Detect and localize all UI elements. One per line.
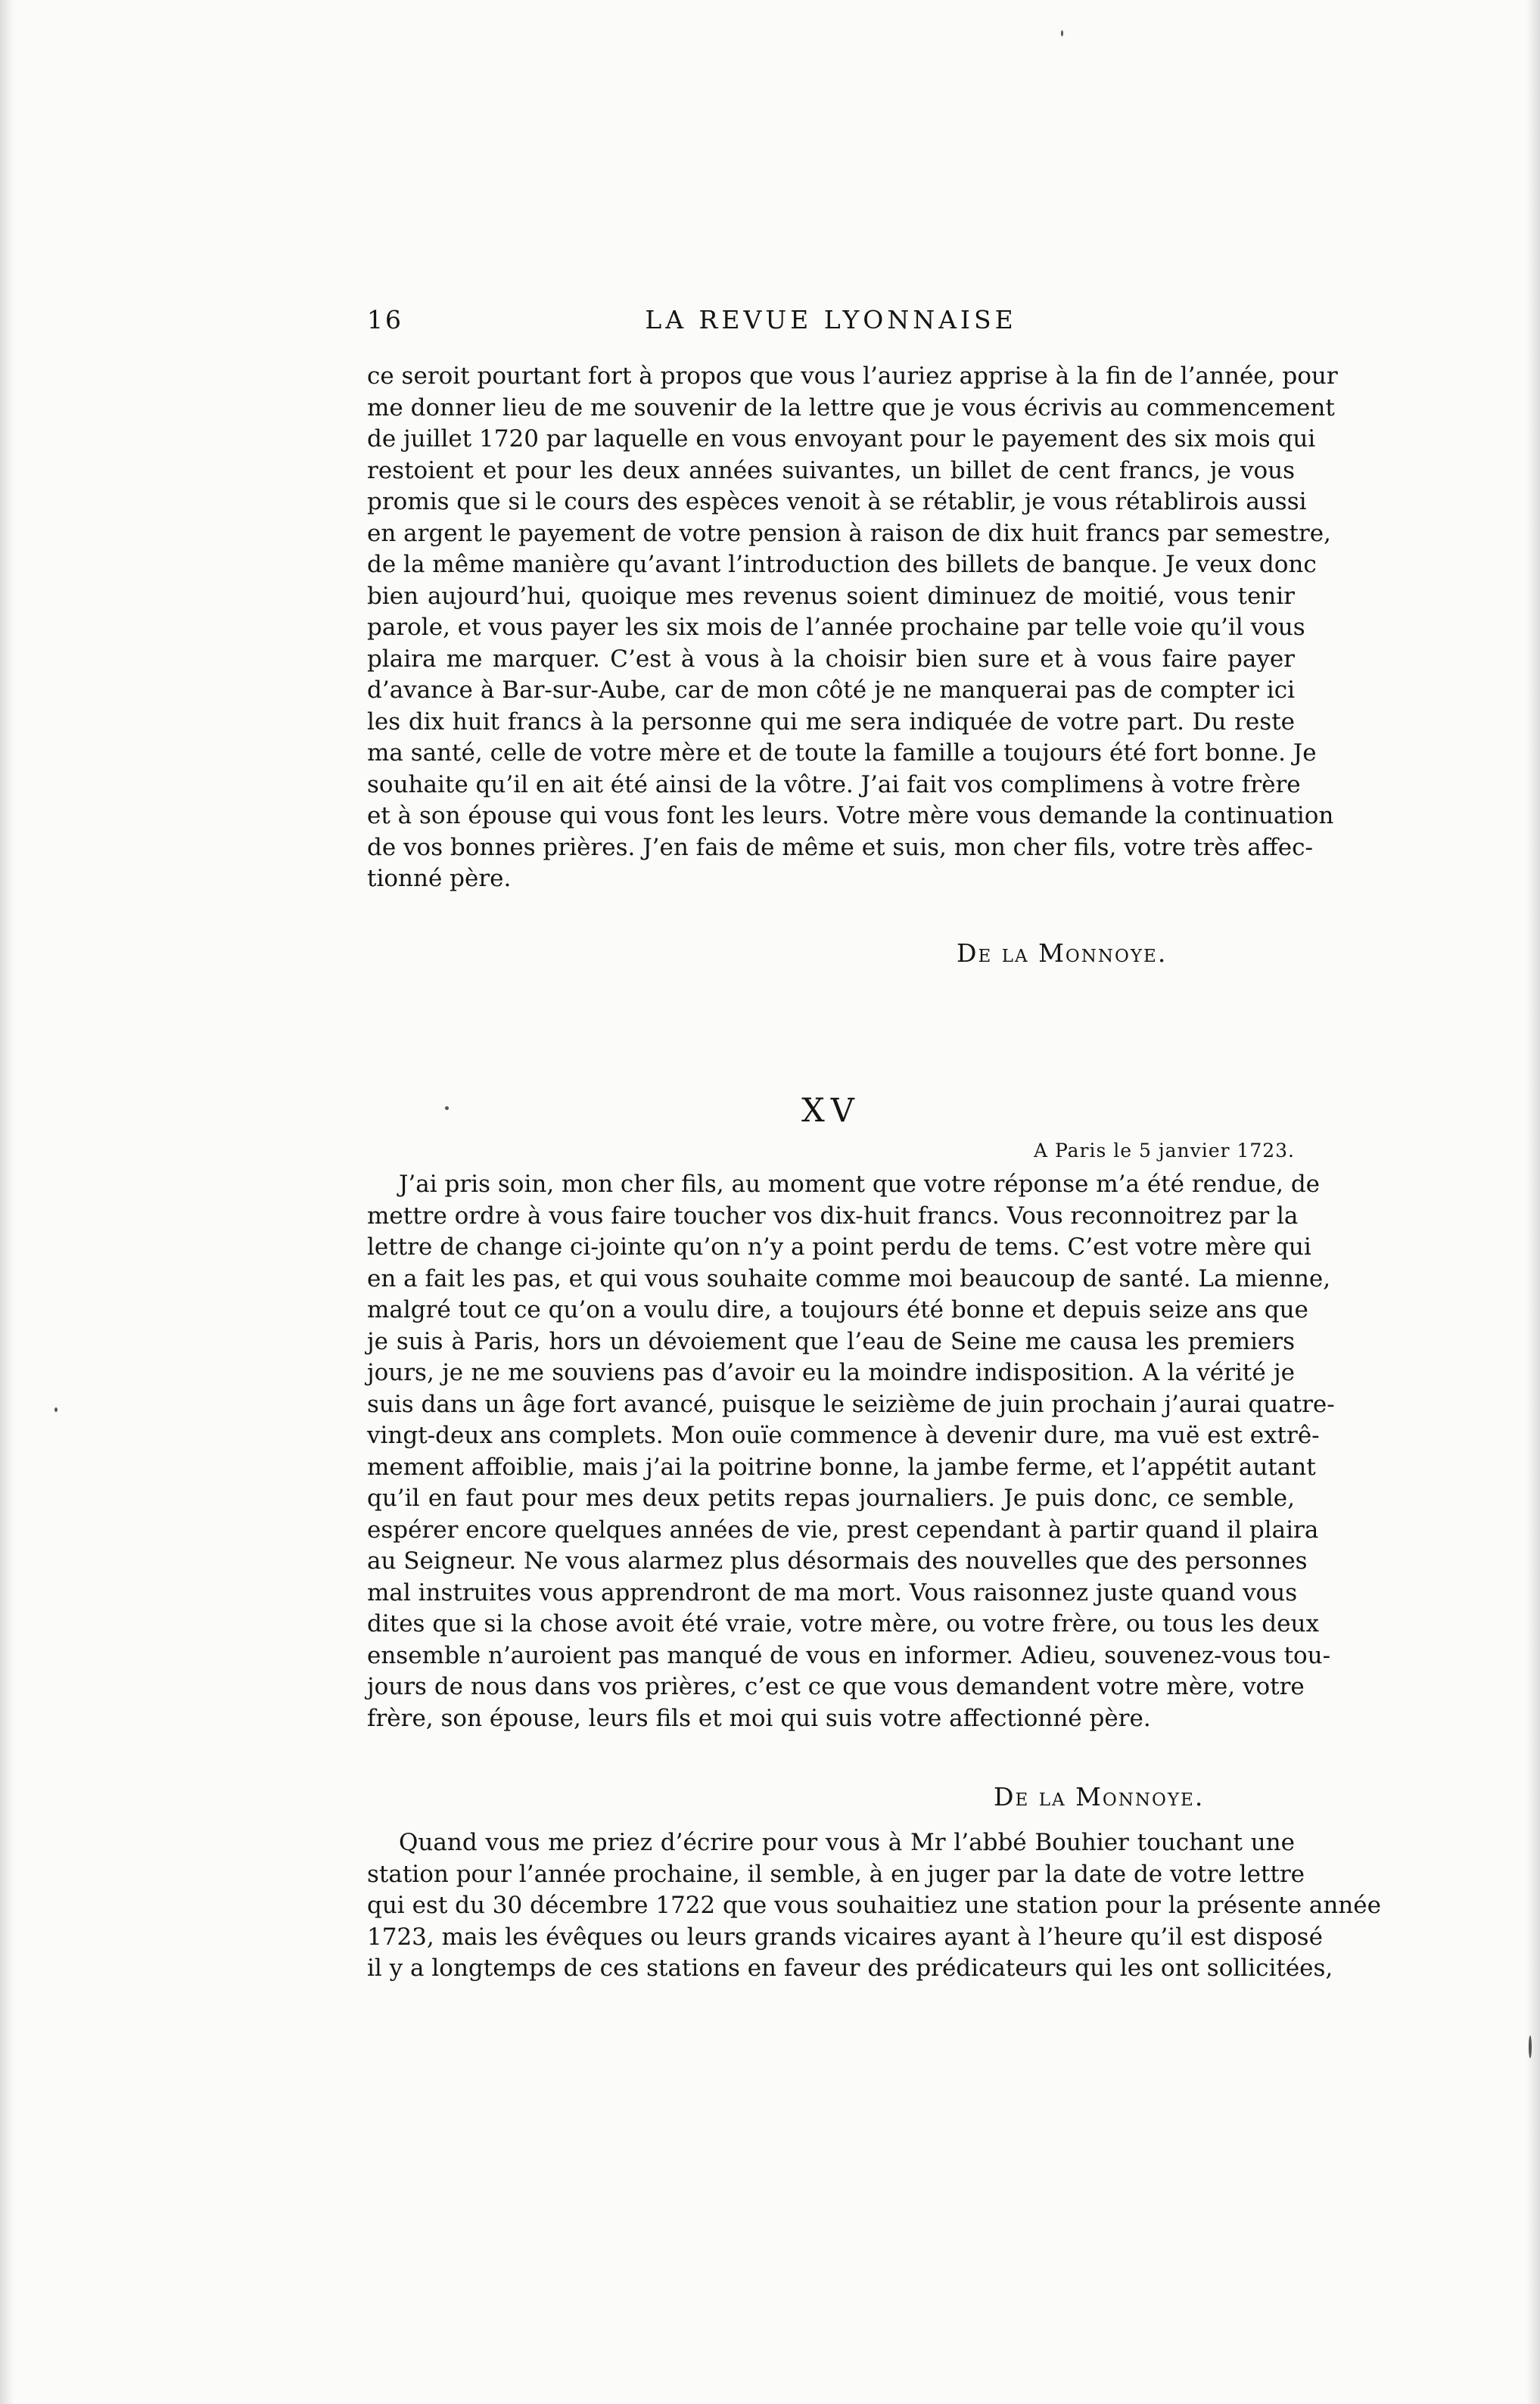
text-line: je suis à Paris, hors un dévoiement que l’eau de Seine me causa les premiers (367, 1327, 1295, 1355)
left-page-edge (0, 0, 14, 2404)
text-line: J’ai pris soin, mon cher fils, au moment que votre réponse m’a été rendue, de (399, 1171, 1321, 1198)
paper-speck (54, 1407, 58, 1412)
text-line: ce seroit pourtant fort à propos que vous l’auriez apprise à la fin de l’année, pour (367, 362, 1338, 390)
text-line: jours de nous dans vos prières, c’est ce que vous demandent votre mère, votre (367, 1673, 1305, 1700)
text-line: les dix huit francs à la personne qui me sera indiquée de votre part. Du reste (367, 708, 1295, 736)
paper-speck (445, 1106, 449, 1110)
text-line: il y a longtemps de ces stations en faveur des prédicateurs qui les ont sollicitées, (367, 1955, 1333, 1982)
text-line: malgré tout ce qu’on a voulu dire, a toujours été bonne et depuis seize ans que (367, 1296, 1308, 1323)
text-line: ensemble n’auroient pas manqué de vous en informer. Adieu, souvenez-vous tou- (367, 1641, 1331, 1669)
text-line: souhaite qu’il en ait été ainsi de la vôtre. J’ai fait vos complimens à votre frère (367, 770, 1301, 798)
text-line: jours, je ne me souviens pas d’avoir eu la moindre indisposition. A la vérité je (367, 1359, 1295, 1386)
text-line: frère, son épouse, leurs fils et moi qui suis votre affectionné père. (367, 1704, 1151, 1732)
text-line: d’avance à Bar-sur-Aube, car de mon côté je ne manquerai pas de compter ici (367, 676, 1295, 704)
text-line: station pour l’année prochaine, il semble, à en juger par la date de votre lettre (367, 1860, 1305, 1888)
text-line: Quand vous me priez d’écrire pour vous à Mr l’abbé Bouhier touchant une (399, 1829, 1295, 1856)
text-line: lettre de change ci-jointe qu’on n’y a point perdu de tems. C’est votre mère qui (367, 1233, 1311, 1261)
text-line: de vos bonnes prières. J’en fais de même et suis, mon cher fils, votre très affec- (367, 833, 1313, 861)
signature-letter-xiv: De la Monnoye. (957, 938, 1168, 968)
text-line: mement affoiblie, mais j’ai la poitrine bonne, la jambe ferme, et l’appétit autant (367, 1453, 1316, 1481)
text-line: promis que si le cours des espèces venoit à se rétablir, je vous rétablirois aussi (367, 488, 1307, 515)
section-heading-xv: XV (801, 1092, 860, 1130)
signature-letter-xv: De la Monnoye. (994, 1782, 1205, 1812)
page-number: 16 (367, 305, 403, 334)
running-head: LA REVUE LYONNAISE (645, 305, 1017, 334)
text-line: suis dans un âge fort avancé, puisque le seizième de juin prochain j’aurai quatre- (367, 1390, 1335, 1418)
text-line: vingt-deux ans complets. Mon ouïe commence à devenir dure, ma vuë est extrê- (367, 1422, 1320, 1449)
text-line: mal instruites vous apprendront de ma mort. Vous raisonnez juste quand vous (367, 1578, 1298, 1606)
text-line: en argent le payement de votre pension à raison de dix huit francs par semestre, (367, 519, 1331, 547)
text-line: plaira me marquer. C’est à vous à la choisir bien sure et à vous faire payer (367, 645, 1295, 673)
text-line: me donner lieu de me souvenir de la lettre que je vous écrivis au commencement (367, 393, 1335, 421)
text-line: espérer encore quelques années de vie, prest cependant à partir quand il plaira (367, 1516, 1319, 1544)
text-line: 1723, mais les évêques ou leurs grands vicaires ayant à l’heure qu’il est disposé (367, 1923, 1323, 1951)
text-line: en a fait les pas, et qui vous souhaite comme moi beaucoup de santé. La mienne, (367, 1264, 1331, 1292)
text-line: parole, et vous payer les six mois de l’année prochaine par telle voie qu’il vous (367, 614, 1305, 641)
text-line: dites que si la chose avoit été vraie, votre mère, ou votre frère, ou tous les deux (367, 1610, 1319, 1637)
postscript-paragraph (367, 1827, 1381, 1985)
page-header (367, 305, 1295, 343)
letter-xiv-continuation (367, 361, 1338, 895)
text-line: restoient et pour les deux années suivantes, un billet de cent francs, je vous (367, 456, 1295, 484)
letter-dateline: A Paris le 5 janvier 1723. (1033, 1140, 1295, 1162)
text-line: qu’il en faut pour mes deux petits repas journaliers. Je puis donc, ce semble, (367, 1485, 1295, 1512)
text-line: de la même manière qu’avant l’introduction des billets de banque. Je veux donc (367, 551, 1317, 578)
paper-speck (1061, 30, 1063, 36)
text-line: au Seigneur. Ne vous alarmez plus désormais des nouvelles que des personnes (367, 1547, 1308, 1575)
text-line: qui est du 30 décembre 1722 que vous souhaitiez une station pour la présente année (367, 1892, 1381, 1919)
text-line: mettre ordre à vous faire toucher vos dix-huit francs. Vous reconnoitrez par la (367, 1202, 1299, 1230)
letter-xv-body (367, 1169, 1335, 1734)
text-line: ma santé, celle de votre mère et de toute la famille a toujours été fort bonne. Je (367, 739, 1317, 767)
text-line: et à son épouse qui vous font les leurs. Votre mère vous demande la continuation (367, 802, 1334, 829)
text-line: de juillet 1720 par laquelle en vous envoyant pour le payement des six mois qui (367, 425, 1316, 452)
paper-speck (1529, 2035, 1532, 2058)
text-line: tionné père. (367, 865, 512, 892)
text-line: bien aujourd’hui, quoique mes revenus soient diminuez de moitié, vous tenir (367, 582, 1295, 610)
